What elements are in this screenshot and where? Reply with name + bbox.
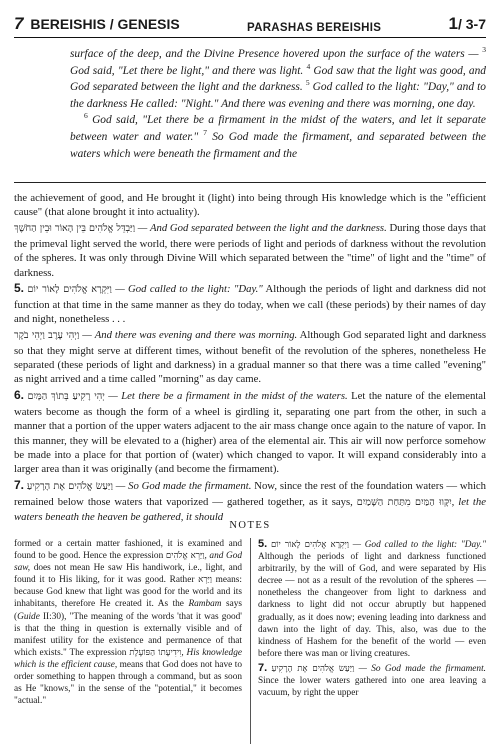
verse-marker: 7 (203, 128, 208, 138)
header-rule (14, 37, 486, 38)
commentary-paragraph (14, 328, 486, 387)
parashah-title: PARASHAS BEREISHIS (246, 22, 382, 34)
term-translation: , and God saw, (14, 551, 242, 574)
hebrew-lemma: וַיַּעַשׂ אֱלֹהִים אֶת הָרָקִיעַ (271, 663, 355, 674)
commentary-paragraph (14, 221, 486, 280)
notes-heading: NOTES (229, 520, 271, 531)
quote-translation: , let the waters beneath the heaven be gathered, it should (14, 495, 486, 524)
notes-section (14, 538, 486, 744)
lemma-translation: — Let there be a firmament in the midst of the waters. (104, 390, 348, 403)
lemma-translation: — And there was evening and there was morning. (79, 329, 298, 342)
commentary-paragraph (14, 281, 486, 326)
page-number: 7 (14, 14, 24, 33)
hebrew-lemma: וַיַּבְדֵּל אֱלֹהִים בֵּין הָאוֹר וּבֵין הַחֹשֶׁךְ (14, 223, 136, 235)
note-text: means: because God knew that light was good for the world and its inhabitants, therefore He created it. As the (14, 575, 242, 610)
note-text: means that God does not have to order something to happen through a command, but as soon as He "knows," in the sense of the "potential," it becomes "actual." (14, 659, 242, 707)
hebrew-term: וַיַּרְא אֱלֹהִים (165, 551, 205, 562)
note-text: II:30), "The meaning of the words 'that it was good' is that the thing in question is externally visible and of manifest utility for the existence and permanence of that which exists." The expression (14, 611, 242, 658)
commentary-paragraph (14, 388, 486, 476)
commentary-paragraph: the achievement of good, and He brought it (light) into being through His knowledge which is the "efficient cause" (that alone brought it into actuality). (14, 192, 486, 219)
commentary-text: During those days that the primeval light served the world, there were periods of light and periods of darkness without the revolution of the spheres. It was only through Divine Will which separated between the "time" of light and the "time" of darkness. (14, 222, 486, 279)
note-paragraph (258, 662, 486, 699)
hebrew-lemma: יְהִי רָקִיעַ בְּתוֹךְ הַמָּיִם (27, 391, 105, 403)
commentary (14, 191, 486, 526)
verse-range: / 3-7 (457, 16, 486, 32)
commentary-paragraph (14, 478, 486, 524)
hebrew-quote: יִקָּווּ הַמַּיִם מִתַּחַת הַשָּׁמַיִם (356, 496, 452, 508)
cited-work: Guide (17, 611, 40, 622)
section-rule (14, 182, 486, 183)
verse-number: 5. (258, 538, 268, 550)
column-divider (250, 538, 251, 744)
verse-number: 7. (258, 661, 268, 674)
verse-number: 7. (14, 478, 25, 493)
lemma-translation: — God called to the light: "Day." (348, 540, 486, 550)
hebrew-term: וִידִיעָתוֹ הַפּוֹעֶלֶת (129, 647, 182, 658)
note-text: Since the lower waters gathered into one area leaving a vacuum, by right the upper (258, 676, 486, 699)
verse-marker: 5 (305, 78, 310, 88)
book-title: BEREISHIS / GENESIS (30, 16, 180, 32)
lemma-translation: — So God made the firmament. (112, 480, 252, 493)
note-text: formed or a certain matter fashioned, it is examined and found to be good. Hence the expression (14, 539, 242, 562)
verse-marker: 4 (306, 61, 311, 71)
running-header (14, 12, 486, 34)
translation-text: surface of the deep, and the Divine Presence hovered upon the surface of the waters — (70, 48, 483, 60)
hebrew-lemma: וַיִּקְרָא אֱלֹהִים לָאוֹר יוֹם (27, 284, 112, 296)
lemma-translation: — So God made the firmament. (354, 663, 486, 674)
translation-paragraph (70, 112, 486, 162)
notes-column-right (258, 538, 486, 744)
note-paragraph (14, 538, 242, 707)
hebrew-lemma: וַיְהִי עֶרֶב וַיְהִי בֹקֶר (14, 330, 80, 342)
notes-column-left (14, 538, 242, 744)
term-translation: , His knowledge which is the efficient cause, (14, 647, 242, 670)
translation-text: God said, "Let there be light," and there was light. (70, 64, 307, 77)
hebrew-term: וַיַּרְא (198, 575, 212, 586)
note-text: Although the periods of light and darkness functioned arbitrarily, by the will of God, and were separated by His decree — not as a result of the revolution of the spheres — nonetheless the changeover from light to darkness and darkness to light did not occur abruptly but happened gradually, as it does now; evening leading into darkness and dawn into the light of day. This, also, was due to the kindness of Hashem for the benefit of the world — even before there was man or living creatures. (258, 552, 486, 659)
note-text: says ( (14, 599, 242, 622)
translation-text: God saw that the light was good, and God separated between the light and the darkness. (70, 64, 486, 94)
hebrew-lemma: וַיִּקְרָא אֱלֹהִים לָאוֹר יוֹם (270, 540, 349, 550)
lemma-translation: — And God separated between the light and the darkness. (135, 222, 387, 235)
header-left (14, 14, 180, 34)
verse-number: 5. (14, 281, 25, 296)
verse-number: 6. (14, 388, 25, 403)
verse-marker: 3 (482, 45, 486, 55)
chapter-number: 1 (448, 14, 458, 33)
lemma-translation: — God called to the light: "Day." (111, 283, 263, 296)
commentary-text: Let the nature of the elemental waters become as though the form of a wheel is girdling it, separating one part from the other, in such a manner that a portion of the upper waters adjacent to the air mass change once again to the nature of vapor. In this manner, they will be elevated to a (higher) area of the elemental air. This air will now perforce somehow be made into a place for that portion of (water) which changed to vapor. It will expand considerably into a larger area than it was originally (and become the firmament). (14, 390, 487, 476)
translation-paragraph (70, 46, 486, 112)
scripture-translation (70, 46, 486, 162)
hebrew-lemma: וַיַּעַשׂ אֱלֹהִים אֶת הָרָקִיעַ (26, 481, 113, 493)
translation-text: So God made the firmament, and separated between the waters which were beneath the firmament and the (70, 130, 486, 160)
note-text: does not mean He saw His handiwork, i.e., light, and found it to His liking, for it was good. Rather (14, 563, 242, 586)
commentary-text: Now, since the rest of the foundation waters — which remained below those waters that vaporized — gathered together, as it says, (14, 480, 486, 508)
translation-text: God called to the light: "Day," and to the darkness He called: "Night." And there was evening and there was morning, one day. (70, 81, 486, 110)
cited-author: Rambam (188, 599, 222, 610)
verse-reference (449, 14, 486, 34)
note-paragraph (258, 538, 486, 660)
commentary-text: Although God separated light and darkness so that they might serve at different times, without benefit of the revolution of the spheres, nonetheless He separated (these periods of light and darkness) in a gradual manner so that there was a time called "evening" as night arrived and a time called "morning" as day came. (14, 329, 486, 386)
verse-marker: 6 (84, 111, 88, 121)
translation-text: God said, "Let there be a firmament in the midst of the waters, and let it separate between water and water." (70, 114, 486, 143)
commentary-text: Although the periods of light and darkness did not function at that time in the same manner as they do today, when we call (these periods) by their names of day and night, nonetheless . . . (14, 283, 486, 326)
